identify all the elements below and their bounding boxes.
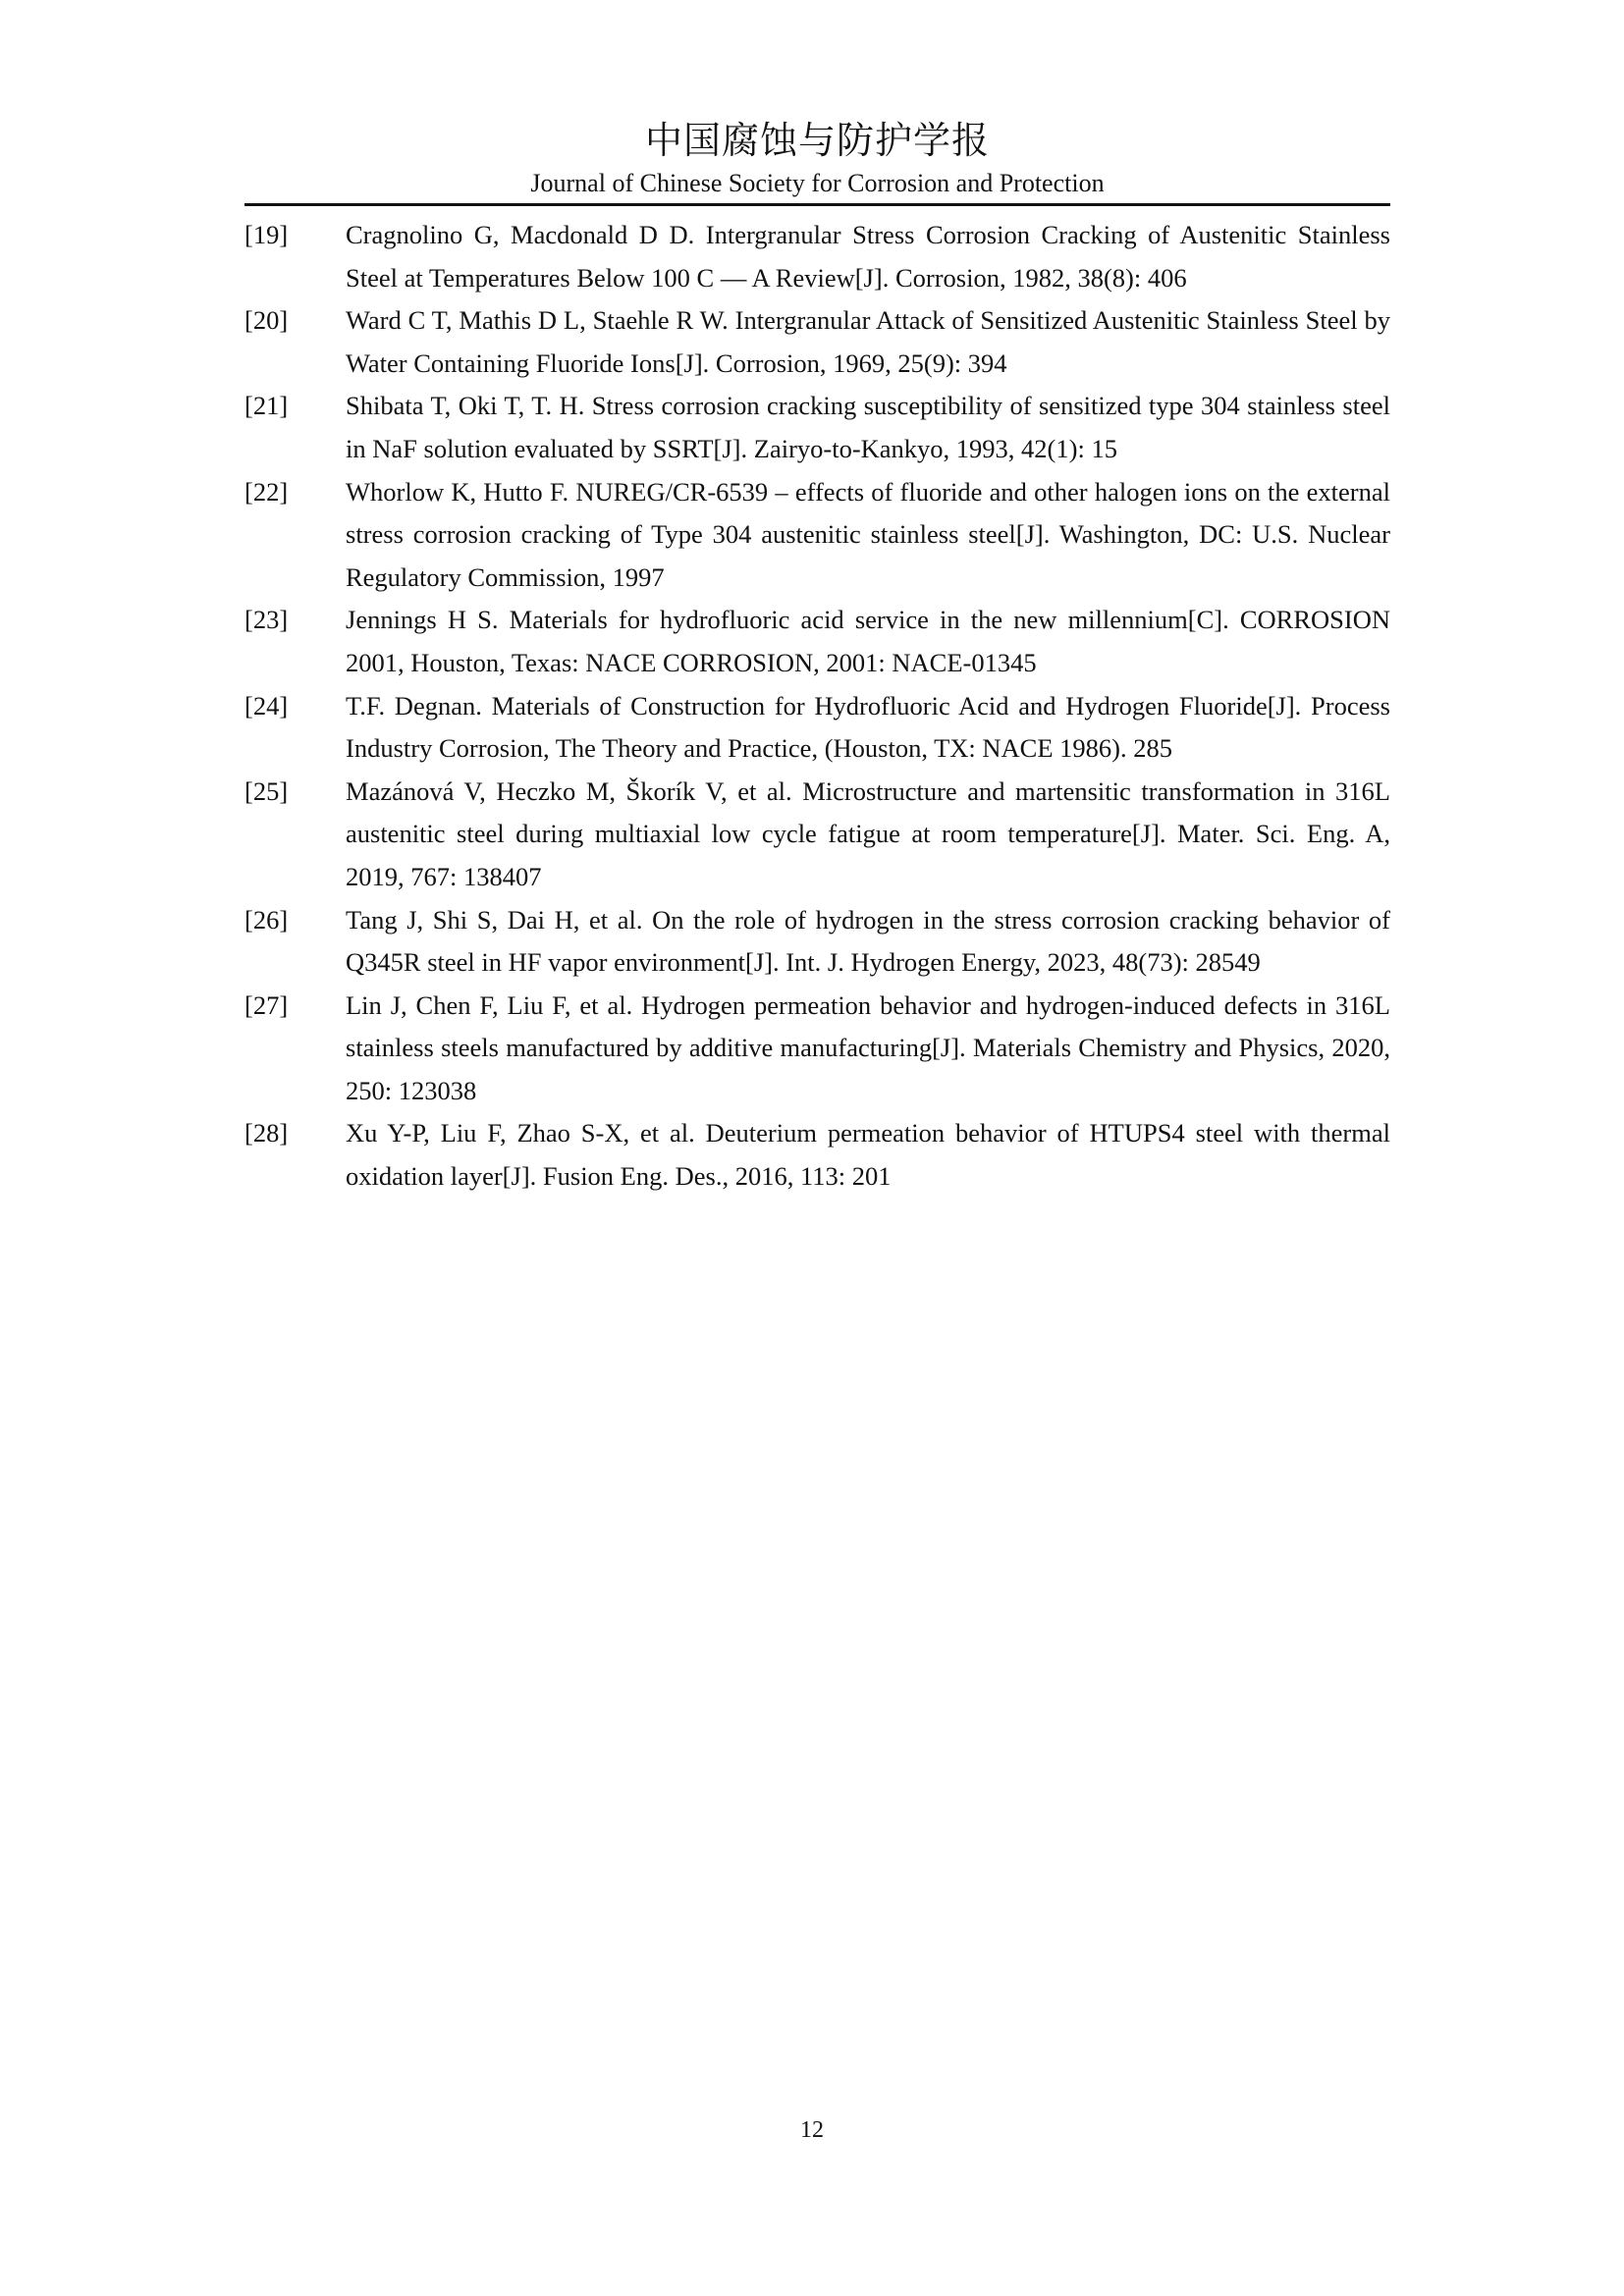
reference-list: [244, 214, 1390, 1199]
reference-item-19: [244, 214, 1390, 299]
journal-title-english: Journal of Chinese Society for Corrosion and Protection: [530, 169, 1105, 197]
reference-text: Jennings H S. Materials for hydrofluoric acid service in the new millennium[C]. CORROSION 2001, Houston, Texas: NACE CORROSION, 2001: NACE-01345: [346, 605, 1390, 677]
reference-item-22: [244, 471, 1390, 600]
reference-text: Xu Y-P, Liu F, Zhao S-X, et al. Deuterium permeation behavior of HTUPS4 steel with thermal oxidation layer[J]. Fusion Eng. Des., 2016, 113: 201: [346, 1118, 1390, 1192]
reference-item-26: [244, 899, 1390, 985]
reference-number: [19]: [244, 220, 289, 249]
reference-item-25: [244, 771, 1390, 899]
reference-item-27: [244, 985, 1390, 1113]
reference-item-20: [244, 299, 1390, 385]
reference-number: [28]: [244, 1118, 289, 1148]
reference-number: [21]: [244, 391, 289, 421]
page-number: 12: [800, 2117, 824, 2143]
reference-number: [22]: [244, 476, 289, 507]
reference-text: Shibata T, Oki T, T. H. Stress corrosion cracking susceptibility of sensitized type 304 stainless steel in NaF solution evaluated by SSRT[J]. Zairyo-to-Kankyo, 1993, 42(1): 15: [346, 391, 1390, 463]
reference-text: Lin J, Chen F, Liu F, et al. Hydrogen permeation behavior and hydrogen-induced defects in 316L stainless steels manufactured by additive manufacturing[J]. Materials Chemistry and Physics, 2020, 250: 123038: [346, 989, 1390, 1105]
journal-title-chinese: 中国腐蚀与防护学报: [644, 119, 990, 162]
reference-number: [25]: [244, 775, 289, 806]
reference-number: [23]: [244, 605, 289, 635]
reference-number: [27]: [244, 989, 289, 1020]
reference-item-28: [244, 1112, 1390, 1198]
reference-number: [20]: [244, 305, 289, 336]
reference-number: [24]: [244, 690, 289, 721]
reference-text: Tang J, Shi S, Dai H, et al. On the role of hydrogen in the stress corrosion cracking behavior of Q345R steel in HF vapor environment[J]. Int. J. Hydrogen Energy, 2023, 48(73): 28549: [346, 904, 1390, 978]
reference-text: T.F. Degnan. Materials of Construction for Hydrofluoric Acid and Hydrogen Fluoride[J]. Process Industry Corrosion, The Theory and Practice, (Houston, TX: NACE 1986). 285: [346, 690, 1390, 764]
reference-text: Mazánová V, Heczko M, Škorík V, et al. Microstructure and martensitic transformation in 316L austenitic steel during multiaxial low cycle fatigue at room temperature[J]. Mater. Sci. Eng. A, 2019, 767: 138407: [346, 775, 1390, 891]
reference-text: Ward C T, Mathis D L, Staehle R W. Intergranular Attack of Sensitized Austenitic Stainless Steel by Water Containing Fluoride Ions[J]. Corrosion, 1969, 25(9): 394: [346, 305, 1390, 378]
reference-item-21: [244, 385, 1390, 470]
reference-item-24: [244, 685, 1390, 771]
reference-text: Cragnolino G, Macdonald D D. Intergranular Stress Corrosion Cracking of Austenitic Stainless Steel at Temperatures Below 100 C — A Review[J]. Corrosion, 1982, 38(8): 406: [346, 220, 1390, 293]
reference-item-23: [244, 599, 1390, 684]
journal-header: [244, 116, 1390, 206]
reference-number: [26]: [244, 904, 289, 934]
reference-text: Whorlow K, Hutto F. NUREG/CR-6539 – effects of fluoride and other halogen ions on the external stress corrosion cracking of Type 304 austenitic stainless steel[J]. Washington, DC: U.S. Nuclear Regulatory Commission, 1997: [346, 476, 1390, 592]
